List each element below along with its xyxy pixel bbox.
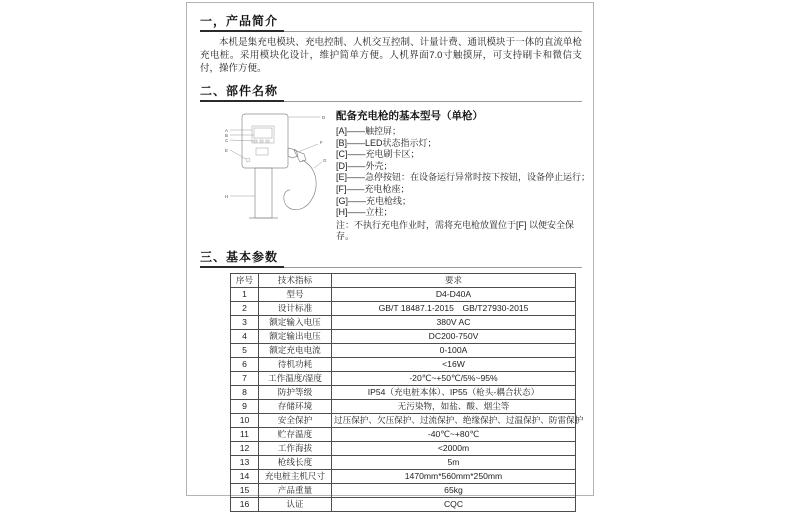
section-heading-params <box>200 249 582 268</box>
cell-indicator: 安全保护 <box>259 413 332 427</box>
diagram-marker-b: B <box>225 133 229 138</box>
cell-index: 2 <box>231 301 259 315</box>
diagram-marker-a: A <box>225 128 229 133</box>
cell-indicator: 额定输入电压 <box>259 315 332 329</box>
diagram-marker-d: D <box>322 115 326 120</box>
table-row <box>231 469 576 483</box>
diagram-marker-h: H <box>225 194 229 199</box>
table-row <box>231 385 576 399</box>
table-row <box>231 287 576 301</box>
cell-requirement: GB/T 18487.1-2015 GB/T27930-2015 <box>332 301 576 315</box>
part-label-e: [E]——急停按钮：在设备运行异常时按下按钮，设备停止运行； <box>336 172 591 183</box>
cell-indicator: 产品重量 <box>259 483 332 497</box>
table-row <box>231 413 576 427</box>
document-page <box>186 2 594 510</box>
table-row <box>231 357 576 371</box>
table-row <box>231 343 576 357</box>
cell-indicator: 设计标准 <box>259 301 332 315</box>
cell-indicator: 额定输出电压 <box>259 329 332 343</box>
cell-index: 6 <box>231 357 259 371</box>
cell-index: 5 <box>231 343 259 357</box>
diagram-marker-e: E <box>225 148 229 153</box>
table-row <box>231 399 576 413</box>
diagram-marker-c: C <box>225 138 229 143</box>
section-heading-params-text: 三、基本参数 <box>200 250 284 268</box>
cell-requirement: 380V AC <box>332 315 576 329</box>
part-label-d: [D]——外壳； <box>336 160 393 171</box>
cell-index: 9 <box>231 399 259 413</box>
cell-indicator: 额定充电电流 <box>259 343 332 357</box>
cell-requirement: CQC <box>332 497 576 511</box>
cell-indicator: 贮存温度 <box>259 427 332 441</box>
part-label-b: [B]——LED状态指示灯； <box>336 137 437 148</box>
cell-indicator: 存储环境 <box>259 399 332 413</box>
cell-requirement: <2000m <box>332 441 576 455</box>
cell-requirement: DC200-750V <box>332 329 576 343</box>
parts-legend <box>336 106 591 243</box>
cell-requirement: D4-D40A <box>332 287 576 301</box>
table-row <box>231 483 576 497</box>
diagram-title: 配备充电枪的基本型号（单枪） <box>336 110 483 122</box>
table-row <box>231 371 576 385</box>
part-label-g: [G]——充电枪线； <box>336 195 412 206</box>
table-row <box>231 427 576 441</box>
cell-requirement: 5m <box>332 455 576 469</box>
section-heading-parts <box>200 83 582 102</box>
cell-index: 7 <box>231 371 259 385</box>
cell-requirement: <16W <box>332 357 576 371</box>
parameters-table <box>230 273 584 512</box>
table-row <box>231 455 576 469</box>
part-label-c: [C]——充电刷卡区； <box>336 149 420 160</box>
cell-requirement: 65kg <box>332 483 576 497</box>
intro-paragraph: 本机是集充电模块、充电控制、人机交互控制、计量计费、通讯模块于一体的直流单枪充电桩。采用模块化设计，维护简单方便。人机界面7.0寸触摸屏，可支持刷卡和微信支付，操作方便。 <box>200 37 582 74</box>
part-label-h: [H]——立柱； <box>336 207 393 218</box>
part-label-a: [A]——触控屏； <box>336 126 402 136</box>
cell-index: 13 <box>231 455 259 469</box>
section-heading-parts-text: 二、部件名称 <box>200 84 284 102</box>
charging-station-diagram <box>222 106 330 228</box>
cell-index: 15 <box>231 483 259 497</box>
cell-index: 11 <box>231 427 259 441</box>
cell-requirement: -40℃~+80℃ <box>332 427 576 441</box>
table-row <box>231 315 576 329</box>
cell-indicator: 型号 <box>259 287 332 301</box>
cell-index: 16 <box>231 497 259 511</box>
cell-requirement: -20℃~+50℃/5%~95% <box>332 371 576 385</box>
cell-indicator: 工作温度/湿度 <box>259 371 332 385</box>
cell-index: 10 <box>231 413 259 427</box>
cell-indicator: 认证 <box>259 497 332 511</box>
cell-index: 1 <box>231 287 259 301</box>
cell-requirement: IP54（充电桩本体）、IP55（枪头-耦合状态） <box>332 385 576 399</box>
table-row <box>231 441 576 455</box>
table-row <box>231 329 576 343</box>
col-header-index: 序号 <box>231 273 259 287</box>
cell-index: 14 <box>231 469 259 483</box>
cell-index: 12 <box>231 441 259 455</box>
cell-index: 8 <box>231 385 259 399</box>
cell-index: 4 <box>231 329 259 343</box>
cell-requirement: 过压保护、欠压保护、过流保护、绝缘保护、过温保护、防雷保护 <box>332 413 576 427</box>
cell-requirement: 无污染物，如盐、酸、烟尘等 <box>332 399 576 413</box>
section-heading-intro-text: 一，产品简介 <box>200 14 284 32</box>
cell-indicator: 防护等级 <box>259 385 332 399</box>
section-heading-intro <box>200 13 582 32</box>
part-label-f: [F]——充电枪座； <box>336 183 410 194</box>
diagram-marker-g: G <box>323 158 327 163</box>
cell-indicator: 充电桩主机尺寸 <box>259 469 332 483</box>
table-row <box>231 497 576 511</box>
diagram-marker-f: F <box>320 140 323 145</box>
parts-note: 注：不执行充电作业时，需将充电枪放置位于[F] 以便安全保存。 <box>336 219 575 242</box>
table-row <box>231 301 576 315</box>
charging-station-line-drawing <box>222 106 330 228</box>
table-header-row <box>231 273 576 287</box>
cell-requirement: 1470mm*560mm*250mm <box>332 469 576 483</box>
cell-requirement: 0-100A <box>332 343 576 357</box>
cell-indicator: 工作海拔 <box>259 441 332 455</box>
cell-indicator: 待机功耗 <box>259 357 332 371</box>
col-header-requirement: 要求 <box>332 273 576 287</box>
parts-section <box>200 106 591 243</box>
cell-indicator: 枪线长度 <box>259 455 332 469</box>
cell-index: 3 <box>231 315 259 329</box>
col-header-indicator: 技术指标 <box>259 273 332 287</box>
